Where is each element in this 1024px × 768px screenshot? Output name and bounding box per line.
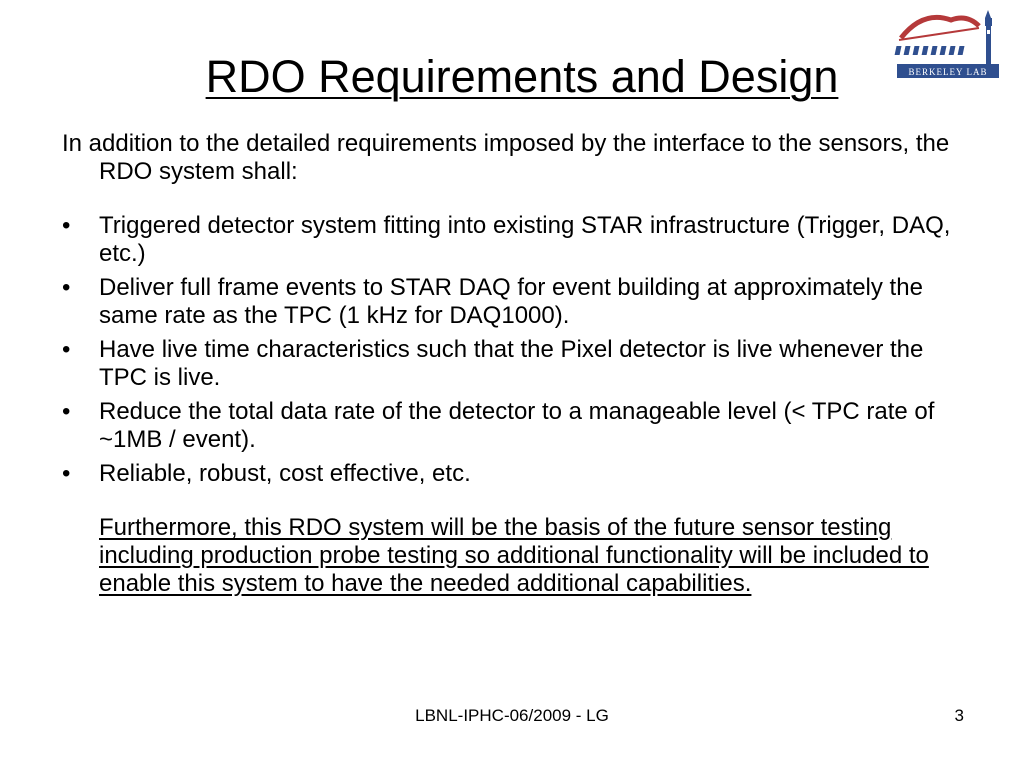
list-item-text: Triggered detector system fitting into existing STAR infrastructure (Trigger, DAQ, etc.) — [99, 212, 951, 267]
requirements-list — [62, 212, 962, 488]
bullet-icon: • — [62, 212, 71, 239]
list-item-text: Reliable, robust, cost effective, etc. — [99, 460, 471, 487]
list-item-text: Reduce the total data rate of the detector to a manageable level (< TPC rate of ~1MB / event). — [99, 398, 935, 453]
list-item — [62, 460, 962, 488]
list-item-text: Have live time characteristics such that the Pixel detector is live whenever the TPC is live. — [99, 336, 924, 391]
slide-body — [62, 130, 962, 598]
list-item — [62, 336, 962, 392]
list-item — [62, 398, 962, 454]
berkeley-lab-logo — [893, 6, 1005, 90]
furthermore-paragraph: Furthermore, this RDO system will be the basis of the future sensor testing including production probe testing so additional functionality will be included to enable this system to have the needed additional capabilities. — [99, 514, 929, 597]
footer-text: LBNL-IPHC-06/2009 - LG — [415, 706, 609, 725]
logo-text: BERKELEY LAB — [908, 67, 988, 77]
slide-title: RDO Requirements and Design — [205, 51, 839, 102]
list-item-text: Deliver full frame events to STAR DAQ for event building at approximately the same rate as the TPC (1 kHz for DAQ1000). — [99, 274, 923, 329]
bullet-icon: • — [62, 274, 71, 301]
list-item — [62, 212, 962, 268]
bullet-icon: • — [62, 460, 71, 487]
bullet-icon: • — [62, 398, 71, 425]
bullet-icon: • — [62, 336, 71, 363]
intro-paragraph: In addition to the detailed requirements imposed by the interface to the sensors, the RDO system shall: — [62, 130, 950, 185]
page-number: 3 — [954, 706, 964, 725]
list-item — [62, 274, 962, 330]
